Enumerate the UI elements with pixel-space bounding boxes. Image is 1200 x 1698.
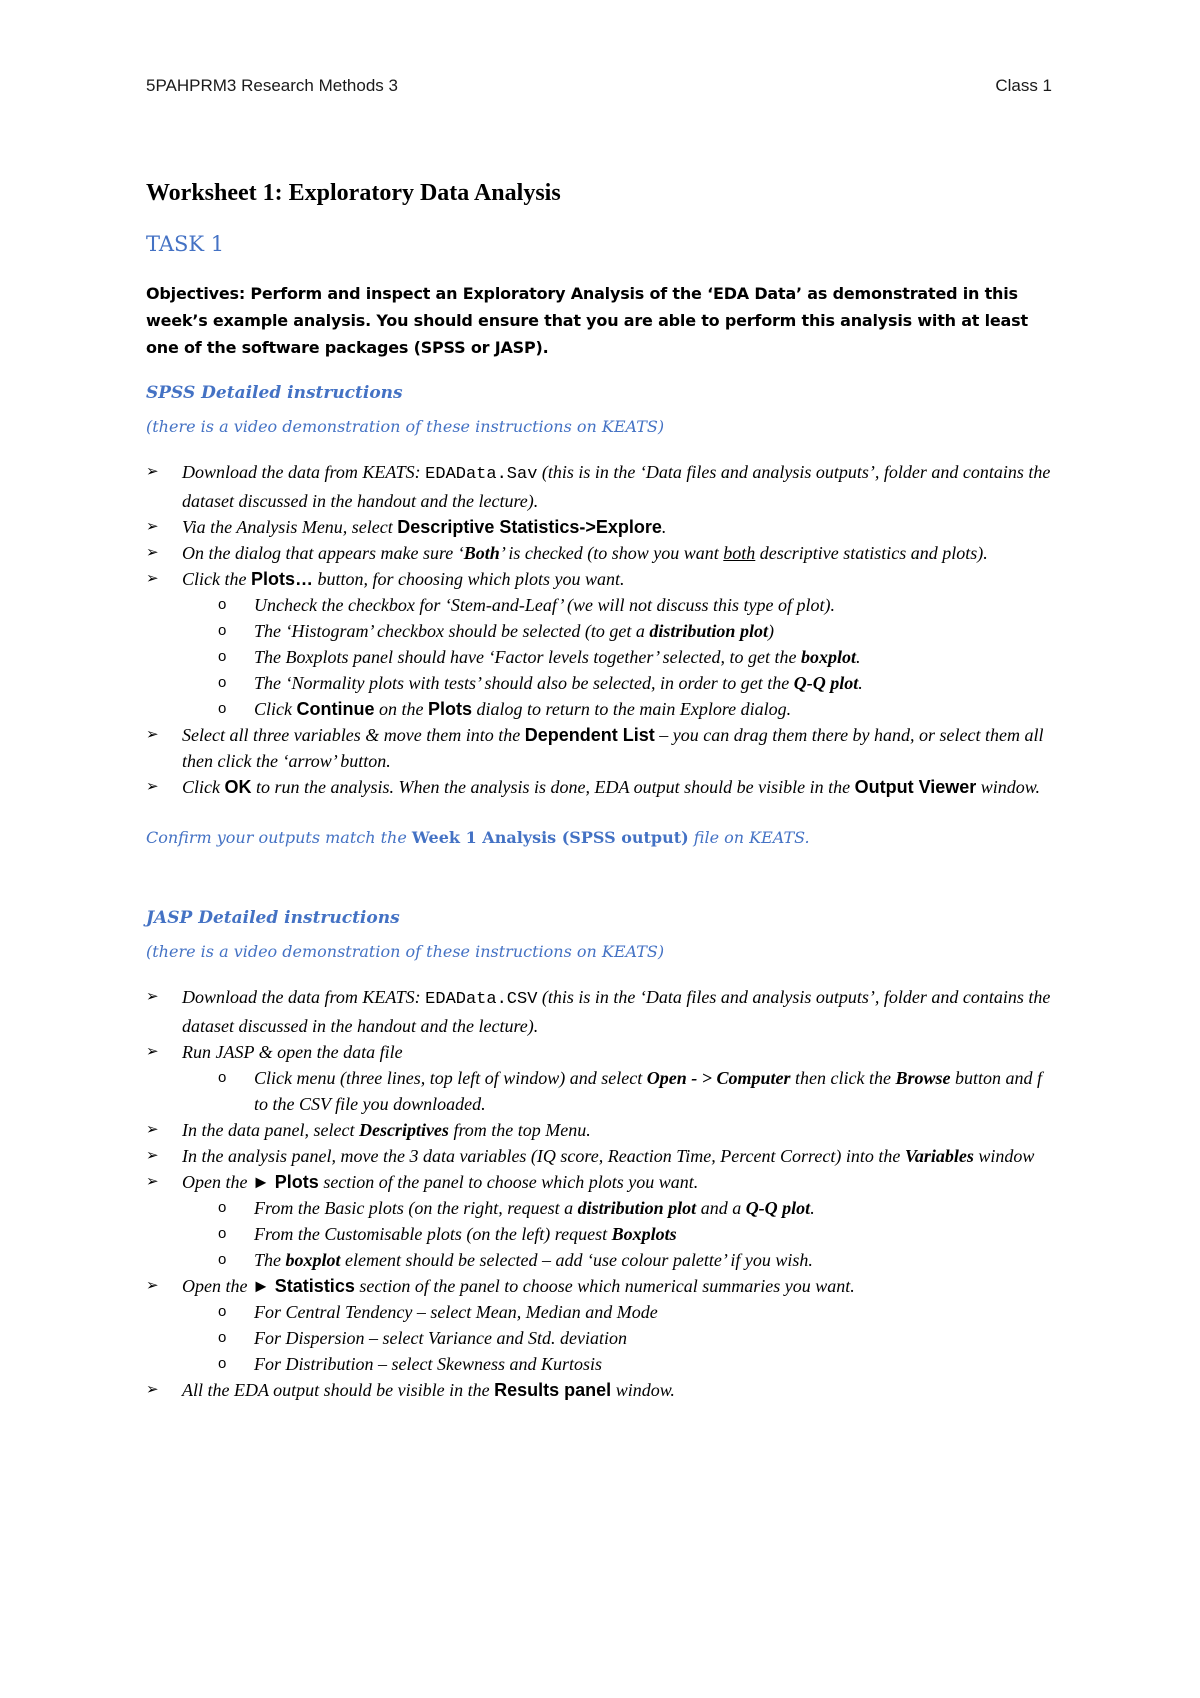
menu-path-label: Descriptive Statistics->Explore [397,517,662,537]
circle-bullet-icon: o [218,1225,227,1242]
substep-text: . [810,1198,815,1218]
task-heading: TASK 1 [146,232,225,256]
step-text: section of the panel to choose which numerical summaries you want. [354,1276,855,1296]
substep-text: Click [254,699,297,719]
step-text: ’ is checked (to show you want [499,543,724,563]
arrow-bullet-icon: ➢ [146,1122,159,1138]
week1-output-file: Week 1 Analysis (SPSS output) [411,828,689,847]
substep-text: element should be selected – add ‘use colour palette’ if you wish. [340,1250,813,1270]
substep-boxplot-element [182,1247,1060,1273]
substep-text: The Boxplots panel should have ‘Factor levels together’ selected, to get the [254,647,802,667]
substep-text: For Dispersion – select Variance and Std. deviation [254,1328,627,1348]
step-text: Via the Analysis Menu, select [182,517,398,537]
arrow-bullet-icon: ➢ [146,1278,159,1294]
circle-bullet-icon: o [218,1355,227,1372]
circle-bullet-icon: o [218,1303,227,1320]
spss-step-variables [146,722,1060,774]
substep-customisable-plots [182,1221,1060,1247]
emphasis: Variables [904,1146,974,1166]
ok-button-label: OK [224,777,252,797]
substep-text: The [254,1250,286,1270]
step-text: window. [611,1380,675,1400]
emphasis: distribution plot [649,621,768,641]
spss-step-run [146,774,1060,800]
jasp-step-results [146,1377,1060,1403]
confirm-text: Confirm your outputs match the [146,828,412,847]
circle-bullet-icon: o [218,622,227,639]
step-text: In the data panel, select [182,1120,359,1140]
circle-bullet-icon: o [218,1251,227,1268]
output-viewer-label: Output Viewer [854,777,977,797]
arrow-bullet-icon: ➢ [146,1044,159,1060]
step-text: In the analysis panel, move the 3 data variables (IQ score, Reaction Time, Percent Correct) into the [182,1146,905,1166]
jasp-step-plots [146,1169,1060,1273]
jasp-step-statistics [146,1273,1060,1377]
arrow-bullet-icon: ➢ [146,989,159,1005]
step-text: button, for choosing which plots you want. [313,569,625,589]
arrow-bullet-icon: ➢ [146,727,159,743]
step-text: Select all three variables & move them into the [182,725,525,745]
spss-step-download [146,459,1060,514]
emphasis: boxplot [801,647,857,667]
header-class: Class 1 [995,76,1052,95]
circle-bullet-icon: o [218,1199,227,1216]
circle-bullet-icon: o [218,700,227,717]
continue-button-label: Continue [296,699,375,719]
emphasis: Q-Q plot [793,673,859,693]
step-text: Click [182,777,225,797]
arrow-bullet-icon: ➢ [146,545,159,561]
results-panel-label: Results panel [494,1380,612,1400]
spss-steps-list [146,459,1060,800]
arrow-bullet-icon: ➢ [146,1382,159,1398]
spss-step-plots [146,566,1060,722]
substep-text: Click menu (three lines, top left of window) and select [254,1068,647,1088]
step-text: Open the [182,1172,252,1192]
substep-distribution [182,1351,1060,1377]
substep-histogram [182,618,1060,644]
substep-open-computer [182,1065,1060,1117]
step-text: – you can drag them there by hand, or select them all then click the ‘arrow’ button. [182,725,1044,771]
step-text: to run the analysis. When the analysis is done, EDA output should be visible in the [251,777,855,797]
spss-plots-substeps [182,592,1060,722]
substep-text: From the Customisable plots (on the left) request [254,1224,612,1244]
page-title: Worksheet 1: Exploratory Data Analysis [146,180,561,206]
emphasis: distribution plot [577,1198,697,1218]
jasp-statistics-substeps [182,1299,1060,1377]
worksheet-body [146,178,1060,1403]
jasp-step-variables [146,1143,1060,1169]
plots-section-label: ► Plots [251,1172,319,1192]
substep-text: and a [696,1198,746,1218]
both-option-label: Both [463,543,500,563]
spss-confirm-note [146,826,1060,850]
spss-step-dialog [146,540,1060,566]
substep-text: . [858,673,863,693]
arrow-bullet-icon: ➢ [146,519,159,535]
substep-normality [182,670,1060,696]
arrow-bullet-icon: ➢ [146,779,159,795]
spss-step-analysis-menu [146,514,1060,540]
substep-dispersion [182,1325,1060,1351]
substep-text: on the [374,699,428,719]
substep-text: then click the [790,1068,896,1088]
emphasis: Descriptives [358,1120,449,1140]
jasp-plots-substeps [182,1195,1060,1273]
substep-text: Uncheck the checkbox for ‘Stem-and-Leaf’ (we will not discuss this type of plot). [254,595,836,615]
spss-video-note: (there is a video demonstration of these instructions on KEATS) [146,417,665,436]
substep-central-tendency [182,1299,1060,1325]
substep-text: . [856,647,861,667]
step-text: All the EDA output should be visible in the [182,1380,495,1400]
both-underlined: both [723,543,756,563]
statistics-section-label: ► Statistics [251,1276,355,1296]
substep-continue [182,696,1060,722]
step-text: window. [976,777,1040,797]
step-text: descriptive statistics and plots). [755,543,988,563]
substep-text: For Distribution – select Skewness and Kurtosis [254,1354,602,1374]
substep-basic-plots [182,1195,1060,1221]
step-text: section of the panel to choose which plots you want. [318,1172,699,1192]
emphasis: boxplot [285,1250,341,1270]
emphasis: Open - > Computer [646,1068,791,1088]
spss-heading: SPSS Detailed instructions [146,383,403,403]
emphasis: Boxplots [611,1224,677,1244]
step-text: On the dialog that appears make sure ‘ [182,543,464,563]
jasp-open-substeps [182,1065,1060,1117]
arrow-bullet-icon: ➢ [146,571,159,587]
circle-bullet-icon: o [218,596,227,613]
step-text: from the top Menu. [448,1120,591,1140]
jasp-steps-list [146,984,1060,1403]
confirm-text: file on KEATS. [688,828,810,847]
jasp-heading: JASP Detailed instructions [146,908,400,928]
jasp-step-descriptives [146,1117,1060,1143]
substep-text: The ‘Normality plots with tests’ should also be selected, in order to get the [254,673,794,693]
arrow-bullet-icon: ➢ [146,464,159,480]
step-text: (this is in the ‘Data files and analysis outputs’, folder and contains the dataset discussed in the handout and the lecture). [182,462,1051,511]
step-text: Click the [182,569,251,589]
header-course: 5PAHPRM3 Research Methods 3 [146,76,398,95]
step-text: (this is in the ‘Data files and analysis outputs’, folder and contains the dataset discussed in the handout and the lecture). [182,987,1051,1036]
step-text: Download the data from KEATS: [182,462,426,482]
circle-bullet-icon: o [218,648,227,665]
substep-boxplots [182,644,1060,670]
emphasis: Browse [895,1068,951,1088]
jasp-step-open [146,1039,1060,1117]
step-text: . [661,517,667,537]
substep-text: For Central Tendency – select Mean, Median and Mode [254,1302,658,1322]
substep-text: The ‘Histogram’ checkbox should be selected (to get a [254,621,650,641]
arrow-bullet-icon: ➢ [146,1148,159,1164]
dependent-list-label: Dependent List [524,725,655,745]
substep-text: button and f to the CSV file you downloaded. [254,1068,1043,1114]
substep-stem-leaf [182,592,1060,618]
circle-bullet-icon: o [218,1069,227,1086]
circle-bullet-icon: o [218,674,227,691]
step-text: window [973,1146,1035,1166]
spss-data-filename: EDAData.Sav [425,465,538,484]
substep-text: dialog to return to the main Explore dialog. [472,699,792,719]
step-text: Open the [182,1276,252,1296]
step-text: Download the data from KEATS: [182,987,426,1007]
step-text: Run JASP & open the data file [182,1042,403,1062]
circle-bullet-icon: o [218,1329,227,1346]
substep-text: From the Basic plots (on the right, request a [254,1198,578,1218]
jasp-video-note: (there is a video demonstration of these instructions on KEATS) [146,942,665,961]
plots-dialog-label: Plots [428,699,473,719]
arrow-bullet-icon: ➢ [146,1174,159,1190]
plots-button-label: Plots… [250,569,313,589]
emphasis: Q-Q plot [745,1198,811,1218]
jasp-data-filename: EDAData.CSV [425,990,538,1009]
jasp-step-download [146,984,1060,1039]
objectives-paragraph: Objectives: Perform and inspect an Exploratory Analysis of the ‘EDA Data’ as demonstrated in this week’s example analysis. You should ensure that you are able to perform this analysis with at least one of the software packages (SPSS or JASP). [146,284,1028,357]
substep-text: ) [767,621,774,641]
